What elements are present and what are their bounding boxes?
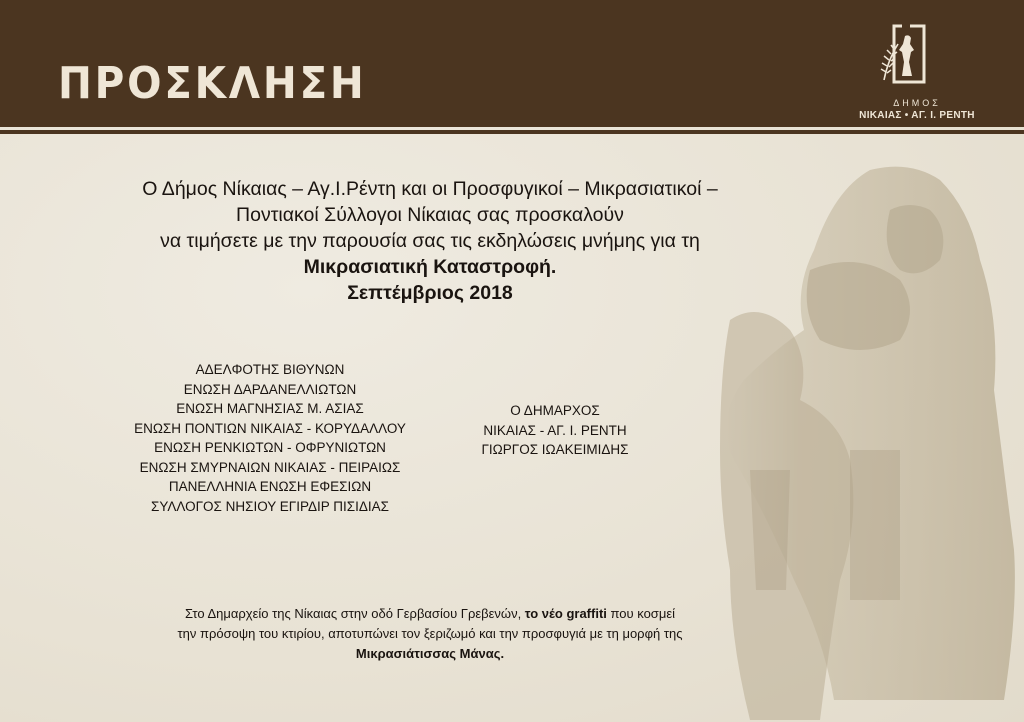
association-item: ΠΑΝΕΛΛΗΝΙΑ ΕΝΩΣΗ ΕΦΕΣΙΩΝ (168, 479, 372, 494)
association-item: ΕΝΩΣΗ ΜΑΓΝΗΣΙΑΣ Μ. ΑΣΙΑΣ (176, 401, 364, 416)
page-title: ΠΡΟΣΚΛΗΣΗ (58, 58, 367, 109)
municipality-emblem-icon (872, 22, 942, 94)
footer-graffiti-highlight: το νέο graffiti (524, 606, 607, 621)
logo-municipality-label: ΔΗΜΟΣ (893, 98, 941, 108)
mayor-name: ΓΙΩΡΓΟΣ ΙΩΑΚΕΙΜΙΔΗΣ (481, 442, 629, 457)
mayor-signature-block (450, 401, 660, 460)
municipality-logo (842, 18, 992, 122)
logo-municipality-name: ΝΙΚΑΙΑΣ • ΑΓ. Ι. ΡΕΝΤΗ (859, 110, 975, 121)
invitation-text (40, 176, 820, 306)
footer-text: Στο Δημαρχείο της Νίκαιας στην οδό Γερβασίου Γρεβενών, (184, 606, 525, 621)
footer-line-2: την πρόσοψη του κτιρίου, αποτυπώνει τον ξεριζωμό και την προσφυγιά με τη μορφή της (177, 626, 683, 641)
intro-line: Ποντιακοί Σύλλογοι Νίκαιας σας προσκαλούν (236, 204, 624, 226)
footer-line-1 (80, 604, 780, 624)
association-item: ΑΔΕΛΦΟΤΗΣ ΒΙΘΥΝΩΝ (195, 362, 345, 377)
mayor-municipality: ΝΙΚΑΙΑΣ - ΑΓ. Ι. ΡΕΝΤΗ (483, 422, 627, 438)
event-title: Μικρασιατική Καταστροφή. (303, 256, 557, 278)
header-divider (0, 130, 1024, 134)
intro-line: να τιμήσετε με την παρουσία σας τις εκδηλώσεις μνήμης για τη (160, 230, 700, 252)
footer-text: που κοσμεί (606, 606, 676, 621)
associations-list (100, 360, 440, 516)
footer-line-3: Μικρασιάτισσας Μάνας. (355, 646, 505, 661)
association-item: ΣΥΛΛΟΓΟΣ ΝΗΣΙΟΥ ΕΓΙΡΔΙΡ ΠΙΣΙΔΙΑΣ (151, 498, 389, 514)
event-date: Σεπτέμβριος 2018 (347, 282, 513, 304)
association-item: ΕΝΩΣΗ ΔΑΡΔΑΝΕΛΛΙΩΤΩΝ (183, 381, 357, 397)
intro-line: Ο Δήμος Νίκαιας – Αγ.Ι.Ρέντη και οι Προσφυγικοί – Μικρασιατικοί – (142, 178, 718, 200)
association-item: ΕΝΩΣΗ ΣΜΥΡΝΑΙΩΝ ΝΙΚΑΙΑΣ - ΠΕΙΡΑΙΩΣ (139, 459, 401, 475)
mayor-title: Ο ΔΗΜΑΡΧΟΣ (510, 403, 600, 418)
footer-note (80, 604, 780, 664)
association-item: ΕΝΩΣΗ ΠΟΝΤΙΩΝ ΝΙΚΑΙΑΣ - ΚΟΡΥΔΑΛΛΟΥ (134, 420, 406, 436)
association-item: ΕΝΩΣΗ ΡΕΝΚΙΩΤΩΝ - ΟΦΡΥΝΙΩΤΩΝ (154, 440, 386, 455)
